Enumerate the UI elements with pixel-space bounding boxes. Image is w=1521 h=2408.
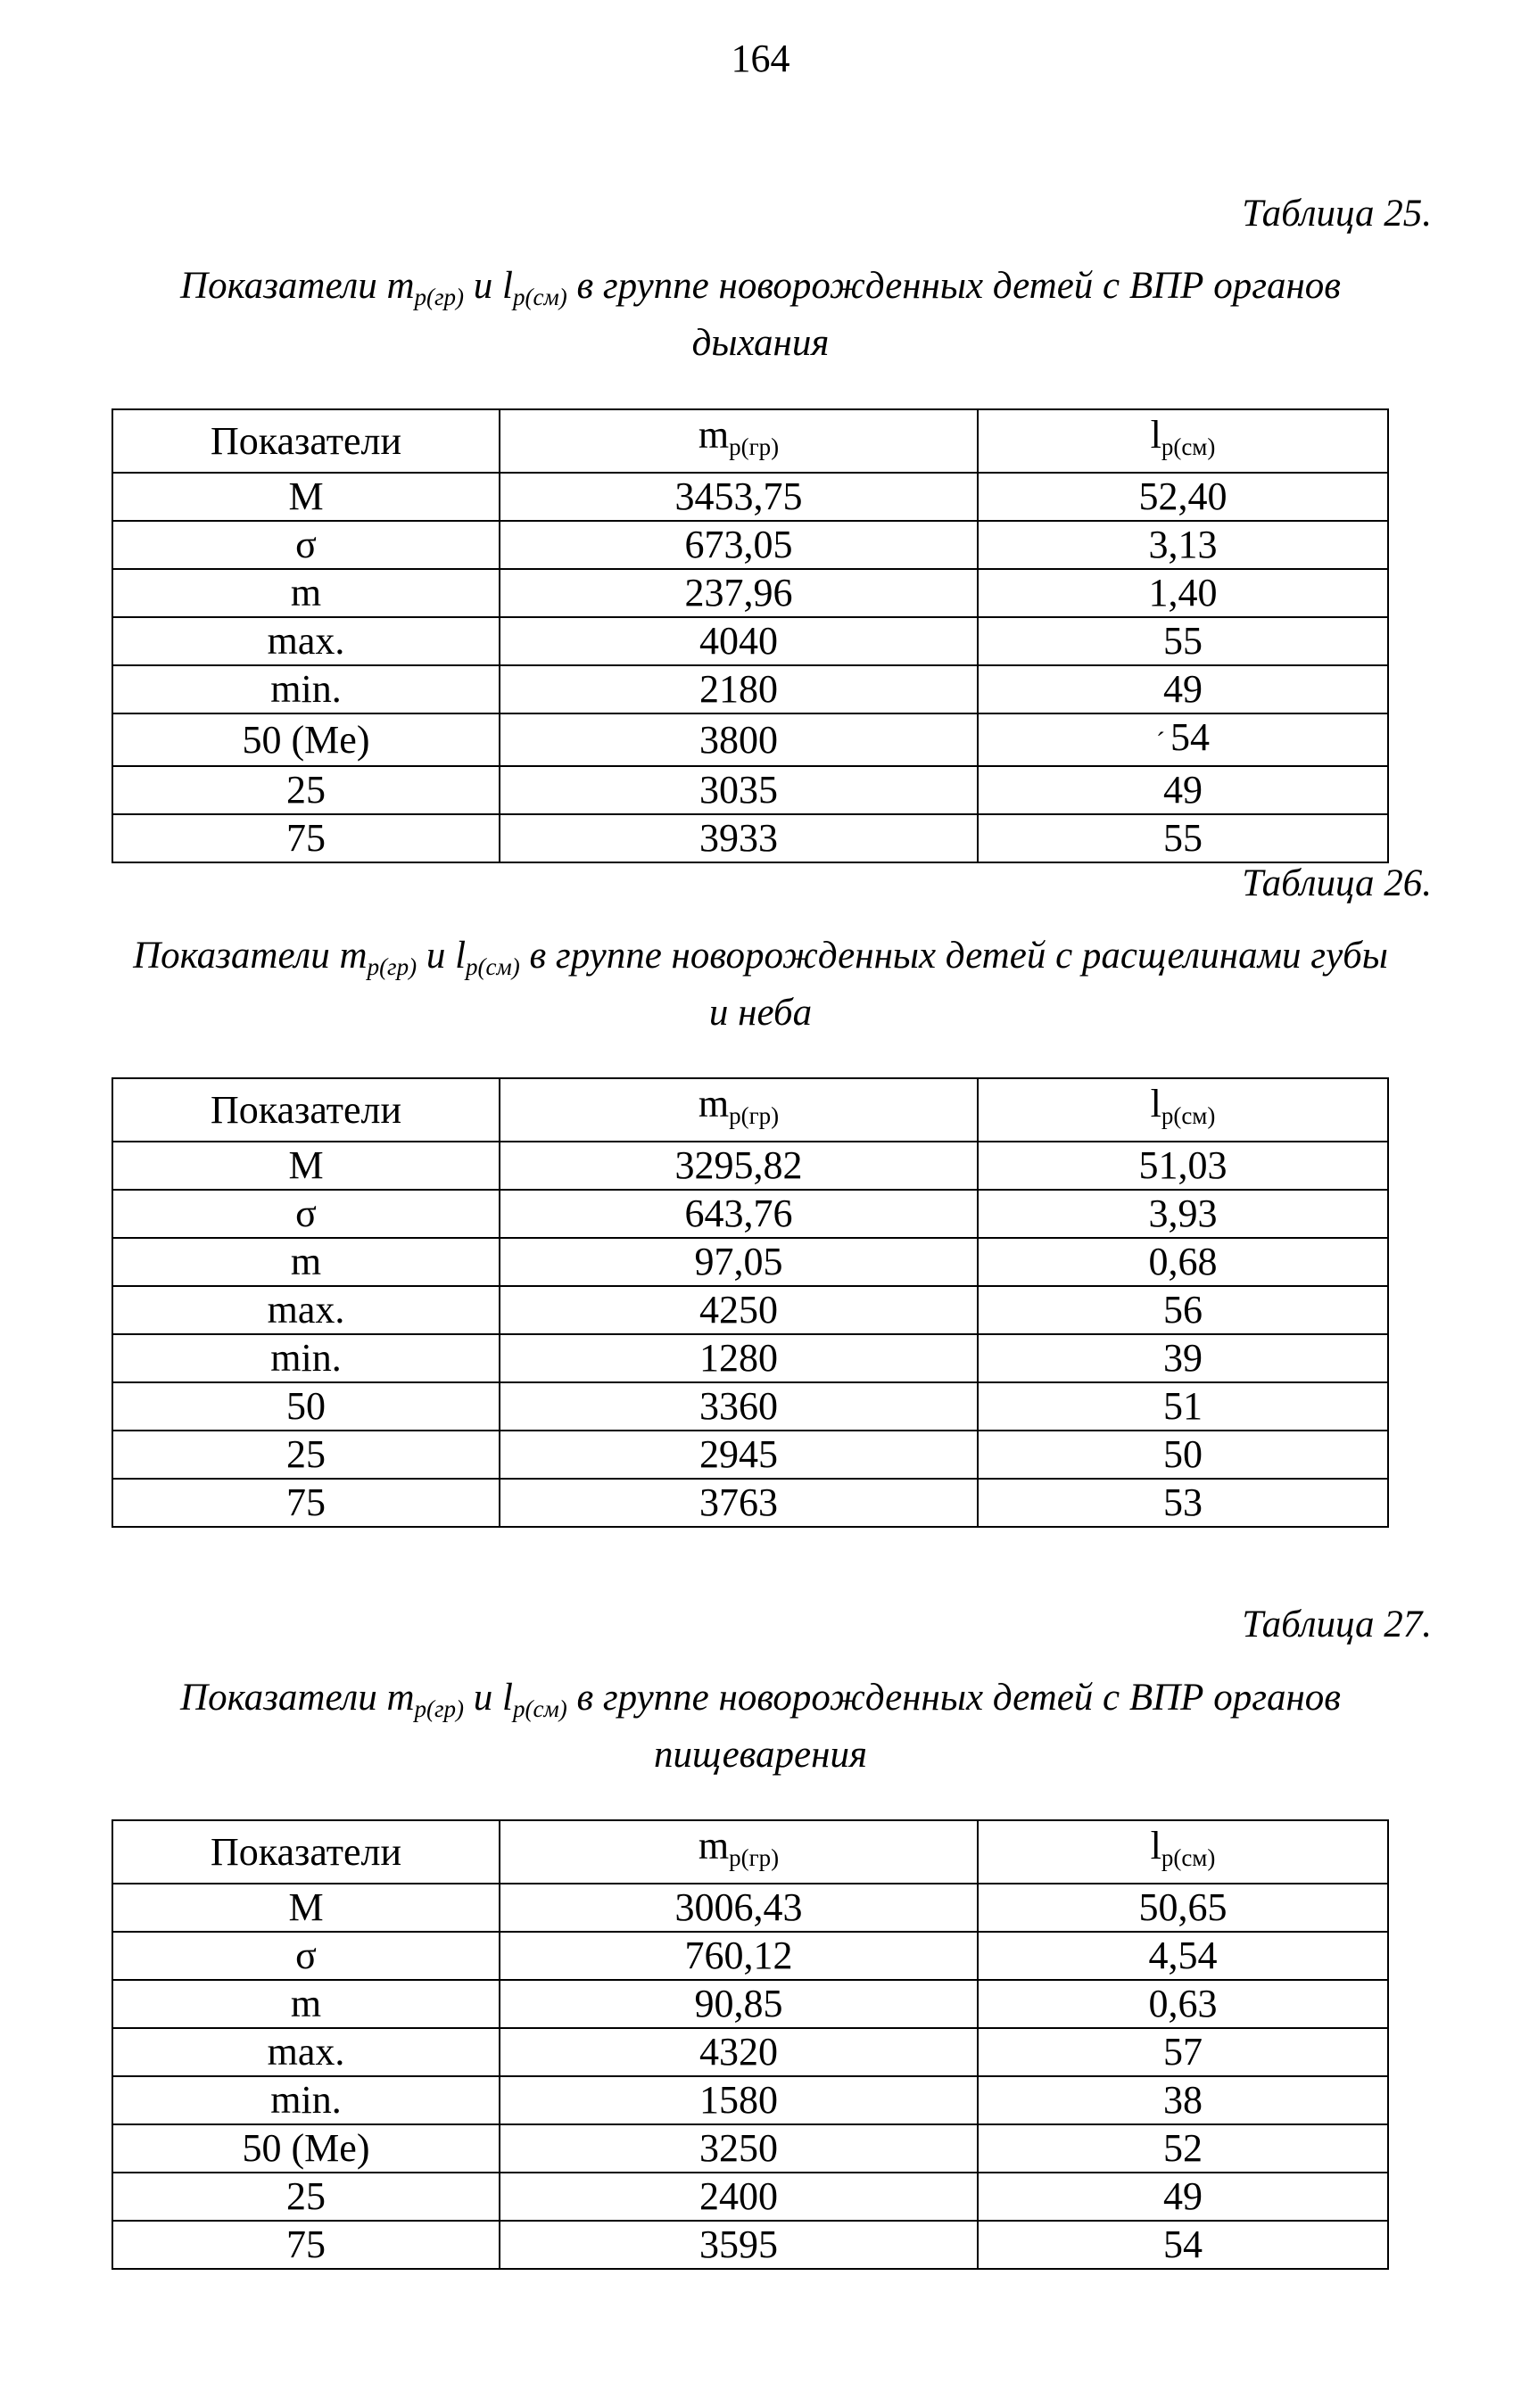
cell-value: 54 [1163,2222,1203,2266]
cell-value: 2400 [699,2174,778,2218]
row-label-cell [112,473,500,521]
row-label-cell [112,2028,500,2076]
cell-value: 55 [1163,816,1203,860]
table-title-line-2: дыхания [691,322,830,364]
cell-value: 57 [1163,2030,1203,2074]
table-row [112,766,1388,814]
length-value-cell [978,665,1388,713]
cell-value: 39 [1163,1336,1203,1380]
mass-value-cell [500,1980,978,2028]
mass-value-cell [500,2076,978,2124]
table-row [112,814,1388,862]
header-subscript: p(гр) [729,1102,780,1129]
table-title [71,263,1450,367]
length-value-cell [978,1334,1388,1382]
header-subscript: p(см) [1161,1844,1216,1871]
length-value-cell [978,2124,1388,2173]
cell-value: σ [295,523,317,566]
title-subscript: p(гр) [414,1695,465,1722]
cell-value: 3,13 [1148,523,1218,566]
cell-value: 3,93 [1148,1192,1218,1235]
title-subscript: p(см) [466,953,520,980]
header-cell-indicators: Показатели [112,1078,500,1142]
header-cell-mass [500,1820,978,1884]
table-title [71,1675,1450,1778]
cell-value: 0,63 [1148,1982,1218,2025]
mass-value-cell [500,1932,978,1980]
table-row [112,1142,1388,1190]
table-title [71,933,1450,1036]
cell-value: 50 [1163,1432,1203,1476]
title-text: и l [417,935,467,977]
table-row [112,665,1388,713]
cell-value: 52 [1163,2126,1203,2170]
table-header-row [112,1078,1388,1142]
length-value-cell [978,2173,1388,2221]
cell-value: min. [270,667,342,711]
cell-value: 1280 [699,1336,778,1380]
title-text: в группе новорожденных детей с ВПР органов [566,265,1341,307]
length-value-cell [978,2076,1388,2124]
length-value-cell [978,569,1388,617]
cell-value: 55 [1163,619,1203,663]
cell-value: 75 [286,1480,326,1524]
table-row [112,2221,1388,2269]
cell-value: M [288,474,324,518]
table-row [112,1479,1388,1527]
title-text: в группе новорожденных детей с ВПР органов [566,1677,1341,1719]
row-label-cell [112,766,500,814]
row-label-cell [112,569,500,617]
length-value-cell [978,2221,1388,2269]
mass-value-cell [500,814,978,862]
length-value-cell [978,1238,1388,1286]
cell-value: 3763 [699,1480,778,1524]
mass-value-cell [500,2028,978,2076]
table-row [112,617,1388,665]
length-value-cell [978,473,1388,521]
cell-value: 25 [286,1432,326,1476]
cell-value: 50,65 [1138,1885,1228,1929]
table-row [112,521,1388,569]
title-text: Показатели m [180,1677,415,1719]
cell-value: 4040 [699,619,778,663]
data-table [112,408,1389,863]
cell-value: 2180 [699,667,778,711]
row-label-cell [112,521,500,569]
mass-value-cell [500,1334,978,1382]
row-label-cell [112,1334,500,1382]
table-title-line [71,933,1450,990]
cell-value: 3035 [699,768,778,812]
table-title-line-2: и неба [708,992,813,1034]
cell-value: 643,76 [684,1192,793,1235]
length-value-cell [978,1479,1388,1527]
row-label-cell [112,713,500,766]
cell-value: M [288,1143,324,1187]
table-title-line [71,263,1450,320]
header-symbol: m [698,1082,730,1126]
length-value-cell [978,2028,1388,2076]
mass-value-cell [500,713,978,766]
data-table [112,1819,1389,2270]
table-row [112,1334,1388,1382]
row-label-cell [112,1238,500,1286]
length-value-cell [978,1932,1388,1980]
length-value-cell [978,814,1388,862]
cell-value: 54 [1170,715,1210,759]
cell-value: 4320 [699,2030,778,2074]
table-row [112,2076,1388,2124]
table-label: Таблица 27. [1242,1604,1432,1645]
header-cell-mass [500,1078,978,1142]
table-row [112,1286,1388,1334]
table-row [112,1980,1388,2028]
table-label: Таблица 25. [1242,193,1432,235]
table-row [112,1431,1388,1479]
header-symbol: m [698,1824,730,1868]
header-symbol: l [1150,1082,1161,1126]
length-value-cell [978,1382,1388,1431]
cell-value: 49 [1163,667,1203,711]
table-row [112,2028,1388,2076]
length-value-cell [978,1286,1388,1334]
cell-value: 0,68 [1148,1240,1218,1283]
table-header-row [112,1820,1388,1884]
cell-value: 237,96 [684,571,793,614]
header-subscript: p(см) [1161,1102,1216,1129]
table-row [112,569,1388,617]
row-label-cell [112,2076,500,2124]
data-table [112,1077,1389,1528]
table-title-line-2: пищеварения [654,1734,867,1776]
cell-value: 1580 [699,2078,778,2122]
mass-value-cell [500,665,978,713]
cell-value: 3595 [699,2222,778,2266]
page-number: 164 [731,37,790,80]
table-header-row [112,409,1388,473]
table-row [112,2173,1388,2221]
cell-value: 52,40 [1138,474,1228,518]
row-label-cell [112,2124,500,2173]
title-text: Показатели m [180,265,415,307]
cell-value: M [288,1885,324,1929]
cell-value: 49 [1163,768,1203,812]
cell-value: 760,12 [684,1934,793,1977]
cell-value: 50 [286,1384,326,1428]
cell-value: 673,05 [684,523,793,566]
cell-value: 90,85 [694,1982,783,2025]
cell-value: 3800 [699,717,778,762]
title-text: и l [464,265,513,307]
row-label-cell [112,665,500,713]
cell-value: m [290,571,322,614]
mass-value-cell [500,1142,978,1190]
cell-value: 75 [286,816,326,860]
row-label-cell [112,1142,500,1190]
table-row [112,1190,1388,1238]
title-subscript: p(гр) [414,284,465,310]
cell-value: 2945 [699,1432,778,1476]
title-text: в группе новорожденных детей с расщелинами губы [519,935,1388,977]
row-label-cell [112,1479,500,1527]
header-cell-length [978,1820,1388,1884]
mass-value-cell [500,521,978,569]
mass-value-cell [500,1382,978,1431]
header-subscript: p(гр) [729,1844,780,1871]
length-value-cell [978,521,1388,569]
cell-value: max. [267,619,345,663]
header-cell-indicators: Показатели [112,1820,500,1884]
cell-value: 56 [1163,1288,1203,1332]
header-subscript: p(см) [1161,433,1216,460]
cell-value: 3295,82 [674,1143,803,1187]
mass-value-cell [500,1238,978,1286]
cell-value: 75 [286,2222,326,2266]
title-subscript: p(см) [513,1695,567,1722]
mass-value-cell [500,2124,978,2173]
cell-value: σ [295,1934,317,1977]
header-cell-length [978,409,1388,473]
cell-value: min. [270,2078,342,2122]
length-value-cell [978,617,1388,665]
cell-value: 51 [1163,1384,1203,1428]
cell-value: max. [267,2030,345,2074]
table-row [112,713,1388,766]
mass-value-cell [500,473,978,521]
row-label-cell [112,1431,500,1479]
title-subscript: p(см) [513,284,567,310]
mass-value-cell [500,1190,978,1238]
cell-value: 25 [286,2174,326,2218]
cell-value: 3360 [699,1384,778,1428]
row-label-cell [112,1980,500,2028]
cell-value: 3006,43 [674,1885,803,1929]
mass-value-cell [500,617,978,665]
title-subscript: p(гр) [367,953,417,980]
header-cell-mass [500,409,978,473]
tick-mark: ˊ [1156,727,1165,756]
header-symbol: m [698,413,730,457]
table-row [112,473,1388,521]
length-value-cell [978,1884,1388,1932]
row-label-cell [112,1190,500,1238]
table-row [112,1884,1388,1932]
mass-value-cell [500,1884,978,1932]
cell-value: 97,05 [694,1240,783,1283]
row-label-cell [112,1382,500,1431]
cell-value: 3453,75 [674,474,803,518]
length-value-cell [978,713,1388,766]
cell-value: 1,40 [1148,571,1218,614]
cell-value: 51,03 [1138,1143,1228,1187]
cell-value: 3933 [699,816,778,860]
length-value-cell [978,1190,1388,1238]
mass-value-cell [500,569,978,617]
cell-value: 53 [1163,1480,1203,1524]
table-row [112,1238,1388,1286]
cell-value: 38 [1163,2078,1203,2122]
title-text: и l [464,1677,513,1719]
mass-value-cell [500,2173,978,2221]
cell-value: 25 [286,768,326,812]
table-label: Таблица 26. [1242,862,1432,904]
mass-value-cell [500,766,978,814]
cell-value: max. [267,1288,345,1332]
row-label-cell [112,1286,500,1334]
cell-value: 4,54 [1148,1934,1218,1977]
header-cell-length [978,1078,1388,1142]
row-label-cell [112,617,500,665]
length-value-cell [978,1142,1388,1190]
title-text: Показатели m [133,935,368,977]
table-row [112,2124,1388,2173]
header-symbol: l [1150,1824,1161,1868]
table-row [112,1932,1388,1980]
row-label-cell [112,1932,500,1980]
header-symbol: l [1150,413,1161,457]
mass-value-cell [500,1431,978,1479]
length-value-cell [978,1431,1388,1479]
row-label-cell [112,2221,500,2269]
length-value-cell [978,1980,1388,2028]
cell-value: m [290,1982,322,2025]
table-title-line [71,1675,1450,1732]
cell-value: 50 (Me) [242,717,370,762]
cell-value: min. [270,1336,342,1380]
row-label-cell [112,2173,500,2221]
mass-value-cell [500,1286,978,1334]
mass-value-cell [500,1479,978,1527]
cell-value: 4250 [699,1288,778,1332]
cell-value: 50 (Me) [242,2126,370,2170]
header-subscript: p(гр) [729,433,780,460]
table-row [112,1382,1388,1431]
length-value-cell [978,766,1388,814]
cell-value: 3250 [699,2126,778,2170]
cell-value: 49 [1163,2174,1203,2218]
header-cell-indicators: Показатели [112,409,500,473]
row-label-cell [112,814,500,862]
cell-value: m [290,1240,322,1283]
cell-value: σ [295,1192,317,1235]
mass-value-cell [500,2221,978,2269]
row-label-cell [112,1884,500,1932]
